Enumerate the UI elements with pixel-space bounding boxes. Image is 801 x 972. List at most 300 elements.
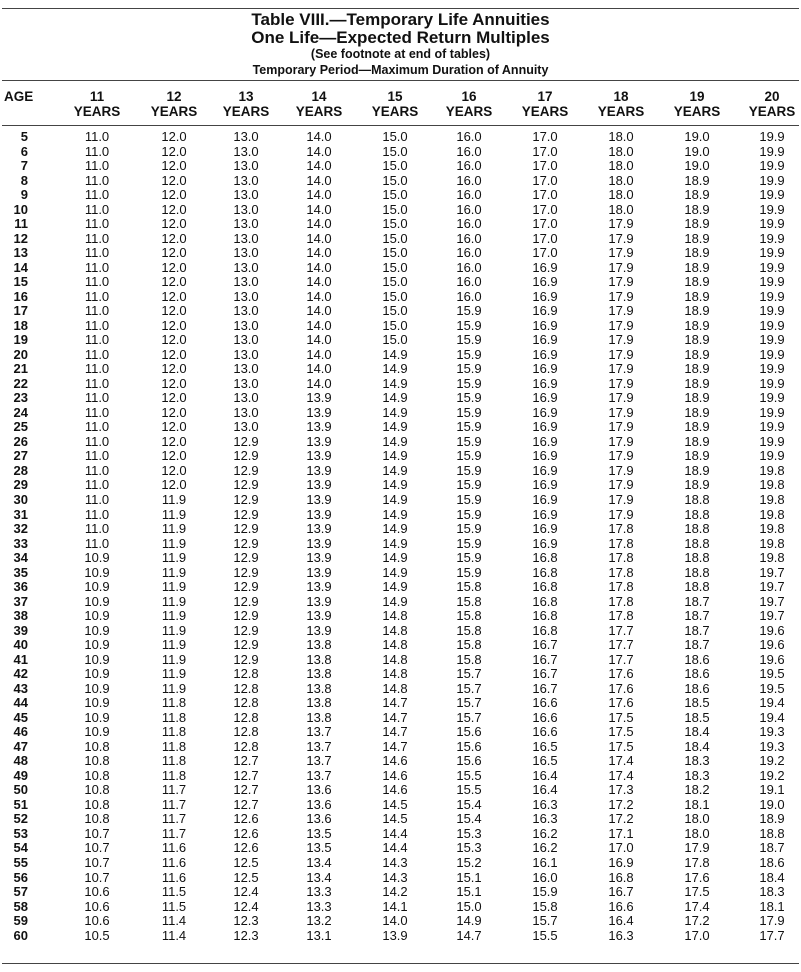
column-header-unit: YEARS bbox=[748, 104, 796, 119]
multiple-cell: 13.0 bbox=[233, 317, 259, 333]
multiple-cell: 12.9 bbox=[233, 506, 259, 522]
multiple-cell: 16.9 bbox=[532, 448, 558, 464]
multiple-cell: 15.9 bbox=[456, 419, 482, 435]
multiple-cell: 16.9 bbox=[532, 535, 558, 551]
multiple-cell: 16.9 bbox=[532, 303, 558, 319]
multiple-cell: 17.9 bbox=[608, 433, 634, 449]
multiple-cell: 19.6 bbox=[759, 651, 785, 667]
bottom-rule bbox=[2, 963, 799, 964]
multiple-cell: 16.0 bbox=[456, 216, 482, 232]
multiple-cell: 11.9 bbox=[161, 608, 187, 624]
multiple-cell: 12.0 bbox=[161, 288, 187, 304]
multiple-cell: 19.9 bbox=[759, 303, 785, 319]
age-cell: 34 bbox=[13, 550, 28, 566]
multiple-cell: 15.9 bbox=[532, 884, 558, 900]
column-header-14-years bbox=[289, 89, 349, 119]
multiple-cell: 19.8 bbox=[759, 550, 785, 566]
multiple-cell: 15.0 bbox=[382, 230, 408, 246]
multiple-cell: 13.4 bbox=[306, 855, 332, 870]
column-header-unit: YEARS bbox=[445, 104, 493, 119]
multiple-cell: 11.0 bbox=[84, 201, 110, 217]
multiple-cell: 12.3 bbox=[233, 927, 259, 943]
table-row bbox=[0, 377, 801, 392]
multiple-cell: 11.6 bbox=[161, 855, 187, 870]
multiple-cell: 11.0 bbox=[84, 462, 110, 478]
multiple-cell: 18.7 bbox=[684, 622, 710, 638]
multiple-cell: 19.9 bbox=[759, 448, 785, 464]
multiple-cell: 19.9 bbox=[759, 230, 785, 246]
multiple-cell: 10.9 bbox=[84, 695, 110, 711]
table-row bbox=[0, 783, 801, 798]
age-cell: 58 bbox=[13, 898, 28, 914]
multiple-cell: 12.0 bbox=[161, 346, 187, 362]
column-header-18-years bbox=[591, 89, 651, 119]
multiple-cell: 16.3 bbox=[532, 796, 558, 812]
multiple-cell: 12.9 bbox=[233, 579, 259, 595]
multiple-cell: 12.7 bbox=[233, 753, 259, 769]
multiple-cell: 15.9 bbox=[456, 521, 482, 537]
multiple-cell: 12.0 bbox=[161, 201, 187, 217]
multiple-cell: 15.5 bbox=[456, 767, 482, 783]
multiple-cell: 11.8 bbox=[161, 767, 187, 783]
multiple-cell: 18.0 bbox=[684, 811, 710, 827]
multiple-cell: 13.5 bbox=[306, 840, 332, 856]
multiple-cell: 14.0 bbox=[306, 259, 332, 275]
multiple-cell: 11.8 bbox=[161, 724, 187, 740]
multiple-cell: 14.9 bbox=[382, 419, 408, 435]
multiple-cell: 12.0 bbox=[161, 361, 187, 377]
multiple-cell: 12.0 bbox=[161, 172, 187, 188]
multiple-cell: 15.8 bbox=[456, 608, 482, 624]
multiple-cell: 16.7 bbox=[532, 680, 558, 696]
multiple-cell: 17.7 bbox=[759, 927, 785, 943]
age-cell: 42 bbox=[13, 666, 28, 682]
multiple-cell: 12.0 bbox=[161, 317, 187, 333]
multiple-cell: 12.4 bbox=[233, 884, 259, 900]
multiple-cell: 17.0 bbox=[532, 201, 558, 217]
multiple-cell: 17.5 bbox=[608, 738, 634, 754]
multiple-cell: 13.1 bbox=[306, 927, 332, 943]
multiple-cell: 18.9 bbox=[684, 433, 710, 449]
table-row bbox=[0, 812, 801, 827]
multiple-cell: 17.9 bbox=[608, 303, 634, 319]
column-header-unit: YEARS bbox=[222, 104, 270, 119]
table-row bbox=[0, 275, 801, 290]
multiple-cell: 14.4 bbox=[382, 840, 408, 856]
multiple-cell: 14.9 bbox=[382, 433, 408, 449]
multiple-cell: 17.0 bbox=[532, 172, 558, 188]
age-cell: 19 bbox=[13, 332, 28, 348]
multiple-cell: 18.9 bbox=[684, 462, 710, 478]
multiple-cell: 16.9 bbox=[532, 259, 558, 275]
multiple-cell: 11.0 bbox=[84, 317, 110, 333]
age-cell: 56 bbox=[13, 869, 28, 885]
multiple-cell: 14.9 bbox=[382, 404, 408, 420]
age-cell: 44 bbox=[13, 695, 28, 711]
multiple-cell: 15.9 bbox=[456, 404, 482, 420]
multiple-cell: 11.9 bbox=[161, 550, 187, 566]
multiple-cell: 16.9 bbox=[532, 492, 558, 507]
age-cell: 22 bbox=[13, 375, 28, 391]
multiple-cell: 16.2 bbox=[532, 840, 558, 856]
multiple-cell: 17.9 bbox=[608, 259, 634, 275]
multiple-cell: 14.9 bbox=[456, 913, 482, 929]
column-header-19-years bbox=[667, 89, 727, 119]
table-row bbox=[0, 478, 801, 493]
multiple-cell: 13.9 bbox=[306, 550, 332, 566]
multiple-cell: 11.9 bbox=[161, 535, 187, 551]
age-cell: 59 bbox=[13, 913, 28, 929]
multiple-cell: 11.9 bbox=[161, 564, 187, 580]
multiple-cell: 15.8 bbox=[456, 637, 482, 653]
multiple-cell: 13.6 bbox=[306, 782, 332, 798]
multiple-cell: 15.5 bbox=[532, 927, 558, 943]
multiple-cell: 16.4 bbox=[532, 782, 558, 798]
multiple-cell: 12.9 bbox=[233, 433, 259, 449]
multiple-cell: 16.0 bbox=[456, 288, 482, 304]
multiple-cell: 18.9 bbox=[684, 477, 710, 493]
multiple-cell: 10.8 bbox=[84, 753, 110, 769]
multiple-cell: 12.0 bbox=[161, 404, 187, 420]
table-title: Table VIII.—Temporary Life Annuities bbox=[251, 10, 550, 29]
multiple-cell: 11.9 bbox=[161, 622, 187, 638]
multiple-cell: 15.1 bbox=[456, 884, 482, 900]
multiple-cell: 14.0 bbox=[306, 187, 332, 203]
multiple-cell: 18.0 bbox=[608, 172, 634, 188]
multiple-cell: 15.0 bbox=[382, 143, 408, 159]
multiple-cell: 10.9 bbox=[84, 637, 110, 653]
multiple-cell: 13.9 bbox=[306, 608, 332, 624]
table-row bbox=[0, 232, 801, 247]
multiple-cell: 16.9 bbox=[532, 274, 558, 290]
table-row bbox=[0, 449, 801, 464]
multiple-cell: 14.7 bbox=[456, 927, 482, 943]
table-row bbox=[0, 508, 801, 523]
multiple-cell: 15.8 bbox=[456, 622, 482, 638]
multiple-cell: 14.6 bbox=[382, 782, 408, 798]
multiple-cell: 13.8 bbox=[306, 709, 332, 725]
multiple-cell: 18.4 bbox=[759, 869, 785, 885]
multiple-cell: 13.9 bbox=[306, 622, 332, 638]
table-row bbox=[0, 914, 801, 929]
age-cell: 9 bbox=[20, 187, 28, 203]
multiple-cell: 11.0 bbox=[84, 448, 110, 464]
multiple-cell: 11.0 bbox=[84, 404, 110, 420]
multiple-cell: 19.9 bbox=[759, 172, 785, 188]
age-cell: 15 bbox=[13, 274, 28, 290]
age-cell: 6 bbox=[20, 143, 28, 159]
multiple-cell: 18.1 bbox=[759, 898, 785, 914]
multiple-cell: 11.5 bbox=[161, 884, 187, 900]
multiple-cell: 14.9 bbox=[382, 593, 408, 609]
multiple-cell: 13.3 bbox=[306, 884, 332, 900]
multiple-cell: 14.0 bbox=[382, 913, 408, 929]
multiple-cell: 18.9 bbox=[684, 346, 710, 362]
table-row bbox=[0, 333, 801, 348]
multiple-cell: 18.6 bbox=[759, 855, 785, 870]
multiple-cell: 11.0 bbox=[84, 187, 110, 203]
multiple-cell: 16.7 bbox=[608, 884, 634, 900]
multiple-cell: 13.9 bbox=[306, 404, 332, 420]
multiple-cell: 13.8 bbox=[306, 637, 332, 653]
multiple-cell: 16.0 bbox=[456, 158, 482, 174]
column-header-11-years bbox=[67, 89, 127, 119]
multiple-cell: 18.3 bbox=[759, 884, 785, 900]
multiple-cell: 16.9 bbox=[608, 855, 634, 870]
multiple-cell: 14.0 bbox=[306, 375, 332, 391]
table-row bbox=[0, 537, 801, 552]
multiple-cell: 16.8 bbox=[532, 622, 558, 638]
age-cell: 43 bbox=[13, 680, 28, 696]
multiple-cell: 10.9 bbox=[84, 550, 110, 566]
multiple-cell: 17.7 bbox=[608, 622, 634, 638]
column-header-17-years bbox=[515, 89, 575, 119]
multiple-cell: 15.6 bbox=[456, 724, 482, 740]
age-cell: 18 bbox=[13, 317, 28, 333]
age-cell: 57 bbox=[13, 884, 28, 900]
multiple-cell: 19.9 bbox=[759, 433, 785, 449]
multiple-cell: 10.6 bbox=[84, 913, 110, 929]
multiple-cell: 12.0 bbox=[161, 274, 187, 290]
multiple-cell: 17.9 bbox=[608, 375, 634, 391]
multiple-cell: 16.9 bbox=[532, 332, 558, 348]
multiple-cell: 14.9 bbox=[382, 448, 408, 464]
multiple-cell: 11.0 bbox=[84, 477, 110, 493]
multiple-cell: 15.3 bbox=[456, 825, 482, 841]
footnote-reference: (See footnote at end of tables) bbox=[310, 47, 491, 61]
age-cell: 14 bbox=[13, 259, 28, 275]
multiple-cell: 19.5 bbox=[759, 666, 785, 682]
multiple-cell: 16.6 bbox=[532, 709, 558, 725]
multiple-cell: 11.8 bbox=[161, 695, 187, 711]
multiple-cell: 18.7 bbox=[684, 608, 710, 624]
multiple-cell: 11.9 bbox=[161, 637, 187, 653]
multiple-cell: 14.9 bbox=[382, 492, 408, 507]
multiple-cell: 13.6 bbox=[306, 796, 332, 812]
multiple-cell: 15.9 bbox=[456, 492, 482, 507]
multiple-cell: 15.6 bbox=[456, 738, 482, 754]
multiple-cell: 12.9 bbox=[233, 608, 259, 624]
multiple-cell: 17.9 bbox=[608, 274, 634, 290]
multiple-cell: 11.0 bbox=[84, 506, 110, 522]
multiple-cell: 19.9 bbox=[759, 245, 785, 261]
multiple-cell: 15.9 bbox=[456, 550, 482, 566]
age-cell: 35 bbox=[13, 564, 28, 580]
multiple-cell: 12.0 bbox=[161, 158, 187, 174]
table-row bbox=[0, 391, 801, 406]
multiple-cell: 11.0 bbox=[84, 129, 110, 144]
multiple-cell: 10.9 bbox=[84, 593, 110, 609]
column-header-age: AGE bbox=[4, 89, 34, 104]
multiple-cell: 12.5 bbox=[233, 855, 259, 870]
multiple-cell: 13.9 bbox=[306, 506, 332, 522]
multiple-cell: 12.9 bbox=[233, 564, 259, 580]
multiple-cell: 15.9 bbox=[456, 462, 482, 478]
multiple-cell: 12.8 bbox=[233, 695, 259, 711]
multiple-cell: 10.9 bbox=[84, 622, 110, 638]
multiple-cell: 10.8 bbox=[84, 738, 110, 754]
multiple-cell: 17.4 bbox=[608, 767, 634, 783]
multiple-cell: 10.7 bbox=[84, 840, 110, 856]
multiple-cell: 13.7 bbox=[306, 738, 332, 754]
multiple-cell: 13.0 bbox=[233, 187, 259, 203]
column-header-15-years bbox=[365, 89, 425, 119]
multiple-cell: 13.9 bbox=[306, 521, 332, 537]
multiple-cell: 14.9 bbox=[382, 579, 408, 595]
multiple-cell: 15.0 bbox=[382, 201, 408, 217]
multiple-cell: 18.0 bbox=[608, 187, 634, 203]
column-header-number: 15 bbox=[387, 89, 403, 104]
multiple-cell: 17.8 bbox=[684, 855, 710, 870]
multiple-cell: 18.1 bbox=[684, 796, 710, 812]
multiple-cell: 18.6 bbox=[684, 680, 710, 696]
multiple-cell: 16.4 bbox=[608, 913, 634, 929]
multiple-cell: 15.3 bbox=[456, 840, 482, 856]
multiple-cell: 10.6 bbox=[84, 898, 110, 914]
multiple-cell: 12.3 bbox=[233, 913, 259, 929]
multiple-cell: 10.9 bbox=[84, 651, 110, 667]
table-row bbox=[0, 217, 801, 232]
age-cell: 25 bbox=[13, 419, 28, 435]
table-row bbox=[0, 551, 801, 566]
age-cell: 55 bbox=[13, 855, 28, 870]
multiple-cell: 19.6 bbox=[759, 622, 785, 638]
multiple-cell: 19.9 bbox=[759, 346, 785, 362]
multiple-cell: 11.7 bbox=[161, 825, 187, 841]
multiple-cell: 12.0 bbox=[161, 129, 187, 144]
table-row bbox=[0, 566, 801, 581]
multiple-cell: 10.9 bbox=[84, 724, 110, 740]
table-row bbox=[0, 827, 801, 842]
multiple-cell: 16.0 bbox=[456, 143, 482, 159]
multiple-cell: 14.0 bbox=[306, 143, 332, 159]
multiple-cell: 15.8 bbox=[456, 579, 482, 595]
multiple-cell: 13.0 bbox=[233, 230, 259, 246]
multiple-cell: 15.9 bbox=[456, 390, 482, 406]
multiple-cell: 19.9 bbox=[759, 129, 785, 144]
multiple-cell: 11.0 bbox=[84, 535, 110, 551]
multiple-cell: 14.0 bbox=[306, 346, 332, 362]
multiple-cell: 15.9 bbox=[456, 433, 482, 449]
multiple-cell: 19.3 bbox=[759, 738, 785, 754]
multiple-cell: 15.7 bbox=[456, 695, 482, 711]
multiple-cell: 17.2 bbox=[608, 811, 634, 827]
column-header-unit: YEARS bbox=[673, 104, 721, 119]
multiple-cell: 16.0 bbox=[456, 201, 482, 217]
multiple-cell: 13.8 bbox=[306, 651, 332, 667]
table-row bbox=[0, 885, 801, 900]
multiple-cell: 15.9 bbox=[456, 375, 482, 391]
multiple-cell: 13.0 bbox=[233, 361, 259, 377]
multiple-cell: 17.0 bbox=[532, 187, 558, 203]
multiple-cell: 17.8 bbox=[608, 608, 634, 624]
multiple-cell: 15.6 bbox=[456, 753, 482, 769]
table-row bbox=[0, 203, 801, 218]
table-row bbox=[0, 740, 801, 755]
multiple-cell: 17.9 bbox=[608, 492, 634, 507]
multiple-cell: 16.0 bbox=[456, 259, 482, 275]
multiple-cell: 15.7 bbox=[456, 666, 482, 682]
column-header-number: 12 bbox=[166, 89, 182, 104]
multiple-cell: 15.0 bbox=[382, 259, 408, 275]
table-row bbox=[0, 420, 801, 435]
table-row bbox=[0, 348, 801, 363]
column-header-16-years bbox=[439, 89, 499, 119]
column-header-number: 17 bbox=[537, 89, 553, 104]
multiple-cell: 13.7 bbox=[306, 767, 332, 783]
age-cell: 21 bbox=[13, 361, 28, 377]
multiple-cell: 10.7 bbox=[84, 869, 110, 885]
multiple-cell: 18.0 bbox=[608, 158, 634, 174]
multiple-cell: 18.9 bbox=[684, 245, 710, 261]
multiple-cell: 12.4 bbox=[233, 898, 259, 914]
table-row bbox=[0, 929, 801, 944]
multiple-cell: 17.5 bbox=[608, 709, 634, 725]
multiple-cell: 14.0 bbox=[306, 172, 332, 188]
multiple-cell: 13.9 bbox=[306, 477, 332, 493]
multiple-cell: 18.9 bbox=[684, 361, 710, 377]
multiple-cell: 16.7 bbox=[532, 651, 558, 667]
multiple-cell: 13.0 bbox=[233, 390, 259, 406]
multiple-cell: 18.9 bbox=[684, 187, 710, 203]
multiple-cell: 19.7 bbox=[759, 579, 785, 595]
multiple-cell: 18.9 bbox=[684, 259, 710, 275]
multiple-cell: 13.9 bbox=[306, 448, 332, 464]
multiple-cell: 18.0 bbox=[608, 143, 634, 159]
age-cell: 49 bbox=[13, 767, 28, 783]
multiple-cell: 11.6 bbox=[161, 869, 187, 885]
column-header-unit: YEARS bbox=[521, 104, 569, 119]
multiple-cell: 16.8 bbox=[532, 608, 558, 624]
multiple-cell: 12.9 bbox=[233, 550, 259, 566]
multiple-cell: 14.0 bbox=[306, 274, 332, 290]
multiple-cell: 11.4 bbox=[161, 927, 187, 943]
multiple-cell: 12.7 bbox=[233, 782, 259, 798]
multiple-cell: 15.0 bbox=[382, 216, 408, 232]
multiple-cell: 17.0 bbox=[684, 927, 710, 943]
table-row bbox=[0, 856, 801, 871]
multiple-cell: 13.0 bbox=[233, 346, 259, 362]
multiple-cell: 18.9 bbox=[684, 419, 710, 435]
multiple-cell: 19.0 bbox=[684, 143, 710, 159]
multiple-cell: 18.8 bbox=[759, 825, 785, 841]
multiple-cell: 15.9 bbox=[456, 506, 482, 522]
multiple-cell: 16.0 bbox=[456, 172, 482, 188]
multiple-cell: 17.7 bbox=[608, 637, 634, 653]
multiple-cell: 12.8 bbox=[233, 724, 259, 740]
multiple-cell: 14.9 bbox=[382, 550, 408, 566]
multiple-cell: 13.5 bbox=[306, 825, 332, 841]
multiple-cell: 19.0 bbox=[684, 158, 710, 174]
multiple-cell: 14.4 bbox=[382, 825, 408, 841]
multiple-cell: 13.0 bbox=[233, 129, 259, 144]
multiple-cell: 12.0 bbox=[161, 433, 187, 449]
multiple-cell: 18.9 bbox=[684, 404, 710, 420]
multiple-cell: 11.8 bbox=[161, 753, 187, 769]
multiple-cell: 17.2 bbox=[608, 796, 634, 812]
column-header-20-years bbox=[742, 89, 801, 119]
multiple-cell: 13.8 bbox=[306, 680, 332, 696]
header-top-rule bbox=[2, 80, 799, 81]
table-row bbox=[0, 522, 801, 537]
age-cell: 39 bbox=[13, 622, 28, 638]
multiple-cell: 17.0 bbox=[532, 245, 558, 261]
multiple-cell: 17.2 bbox=[684, 913, 710, 929]
column-header-number: 19 bbox=[689, 89, 705, 104]
multiple-cell: 17.4 bbox=[684, 898, 710, 914]
multiple-cell: 18.6 bbox=[684, 666, 710, 682]
multiple-cell: 11.0 bbox=[84, 346, 110, 362]
